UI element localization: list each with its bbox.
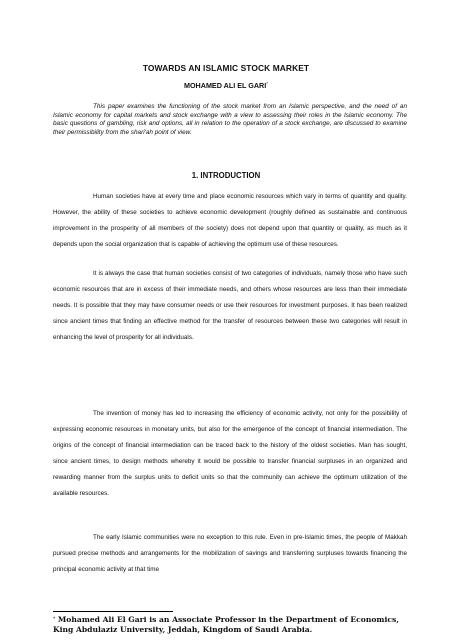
- footnote: [53, 615, 417, 635]
- footnote-marker: *: [53, 617, 56, 622]
- paper-title: TOWARDS AN ISLAMIC STOCK MARKET: [142, 63, 310, 73]
- footnote-text: Mohamed Ali El Gari is an Associate Professor in the Department of Economics, King Abdulaziz University, Jeddah, Kingdom of Saudi Arabia.: [53, 615, 399, 634]
- abstract: This paper examines the functioning of the stock market from an Islamic perspective, and the need of an Islamic economy for capital markets and stock exchange with a view to assessing their roles in the Islamic economy. The basic questions of gambling, risk and options, all in relation to the operation of a stock exchange, are discussed to examine their permissibility from the shari'ah point of view.: [53, 103, 407, 136]
- author-name: MOHAMED ALI EL GARI: [183, 81, 267, 90]
- body-paragraph: The early Islamic communities were no exception to this rule. Even in pre-Islamic times, the people of Makkah pursued precise methods and arrangements for the mobilization of savings and transferring surpluses towards financing the principal economic activity at that time: [53, 534, 407, 574]
- footnote-divider: [53, 611, 173, 612]
- section-heading: 1. INTRODUCTION: [191, 171, 261, 180]
- author-footnote-marker: *: [266, 81, 269, 86]
- author-line: [0, 81, 452, 90]
- body-paragraph: Human societies have at every time and place economic resources which vary in terms of quantity and quality. However, the ability of these societies to achieve economic development (roughly defined as sustainable and continuous improvement in the prosperity of all members of the society) does not depend upon that quantity or quality, as much as it depends upon the social organization that is capable of achieving the optimum use of these resources.: [53, 193, 407, 249]
- body-paragraph: It is always the case that human societies consist of two categories of individuals, namely those who have such economic resources that are in excess of their immediate needs, and others whose resources are less than their immediate needs. It is possible that they may have consumer needs or use their resources for investment purposes. It has been realized since ancient times that finding an effective method for the transfer of resources between these two categories will result in enhancing the level of prosperity for all individuals.: [53, 270, 407, 342]
- body-paragraph: The invention of money has led to increasing the efficiency of economic activity, not only for the possibility of expressing economic resources in monetary units, but also for the emergence of the concept of financial intermediation. The origins of the concept of financial intermediation can be traced back to the history of the oldest societies. Man has sought, since ancient times, to design methods whereby it would be possible to transfer financial surpluses in an organized and rewarding manner from the surplus units to deficit units so that the community can achieve the optimum utilization of the available resources.: [53, 410, 407, 498]
